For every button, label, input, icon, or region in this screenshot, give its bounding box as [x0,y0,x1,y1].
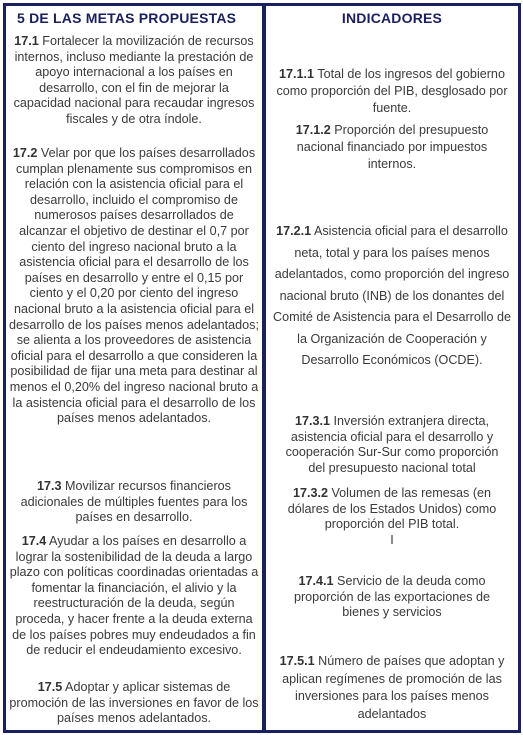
indicator-17-4-1 [268,574,516,621]
indicator-number: 17.3.1 [295,414,331,428]
table-frame [3,3,521,733]
indicator-17-1-2 [268,122,516,173]
target-17-4 [9,534,259,659]
indicator-number: 17.1.1 [279,67,315,81]
indicator-number: 17.3.2 [292,486,328,500]
target-text: Velar por que los países desarrollados cumplan plenamente sus compromisos en relación con la asistencia oficial para el desarrollo, incluido el compromiso de numerosos países desarrollados de alcanzar el objetivo de destinar el 0,7 por ciento del ingreso nacional bruto a la asistencia oficial para el desarrollo de los países en desarrollo y entre el 0,15 por ciento y el 0,20 por ciento del ingreso nacional bruto a la asistencia oficial para el desarrollo de los países menos adelantados; se alienta a los proveedores de asistencia oficial para el desarrollo a que consideren la posibilidad de fijar una meta para destinar al menos el 0,20% del ingreso nacional bruto a la asistencia oficial para el desarrollo de los países menos adelantados. [9,146,259,426]
indicator-17-1-1 [268,66,516,117]
indicator-17-5-1 [268,653,516,723]
indicator-17-3-1 [268,414,516,476]
stray-mark: I [390,532,394,547]
targets-header: 5 DE LAS METAS PROPUESTAS [17,10,237,26]
indicator-text: Número de países que adoptan y aplican regímenes de promoción de las inversiones para los países menos adelantados [282,654,505,721]
indicator-number: 17.1.2 [295,123,331,137]
target-text: Ayudar a los países en desarrollo a lograr la sostenibilidad de la deuda a largo plazo con políticas coordinadas orientadas a fomentar la financiación, el alivio y la reestructuración de la deuda, según proceda, y hacer frente a la deuda externa de los países pobres muy endeudados a fin de reducir el endeudamiento excesivo. [9,534,259,658]
target-number: 17.5 [37,680,63,694]
indicator-number: 17.5.1 [279,654,315,668]
target-17-2 [9,146,259,427]
indicator-text: Servicio de la deuda como proporción de las exportaciones de bienes y servicios [293,574,491,620]
target-number: 17.3 [37,479,62,493]
indicator-text: Asistencia oficial para el desarrollo neta, total y para los países menos adelantados, como proporción del ingreso nacional bruto (INB) de los donantes del Comité de Asistencia para el Desarrollo de la Organización de Cooperación y Desarrollo Económicos (OCDE). [272,224,511,367]
indicators-header: INDICADORES [341,10,443,26]
indicator-text: Volumen de las remesas (en dólares de los Estados Unidos) como proporción del PIB total. [287,486,497,532]
target-number: 17.2 [12,146,38,160]
indicator-text: Proporción del presupuesto nacional financiado por impuestos internos. [296,123,489,171]
indicator-number: 17.4.1 [298,574,334,588]
target-17-1 [9,34,259,128]
target-text: Movilizar recursos financieros adicionales de múltiples fuentes para los países en desarrollo. [20,479,248,525]
indicator-17-2-1 [268,221,516,372]
target-number: 17.1 [14,34,39,48]
target-17-3 [9,479,259,526]
indicator-text: Total de los ingresos del gobierno como proporción del PIB, desglosado por fuente. [276,67,508,115]
target-number: 17.4 [21,534,47,548]
indicator-text: Inversión extranjera directa, asistencia oficial para el desarrollo y cooperación Sur-Sur como proporción del presupuesto nacional total [285,414,499,475]
target-17-5 [9,680,259,727]
indicator-number: 17.2.1 [276,224,312,238]
indicator-17-3-2 [268,486,516,548]
target-text: Fortalecer la movilización de recursos internos, incluso mediante la prestación de apoyo internacional a los países en desarrollo, con el fin de mejorar la capacidad nacional para recaudar ingresos fiscales y de otra índole. [13,34,255,126]
column-divider [262,6,266,730]
target-text: Adoptar y aplicar sistemas de promoción de las inversiones en favor de los países menos adelantados. [9,680,259,726]
